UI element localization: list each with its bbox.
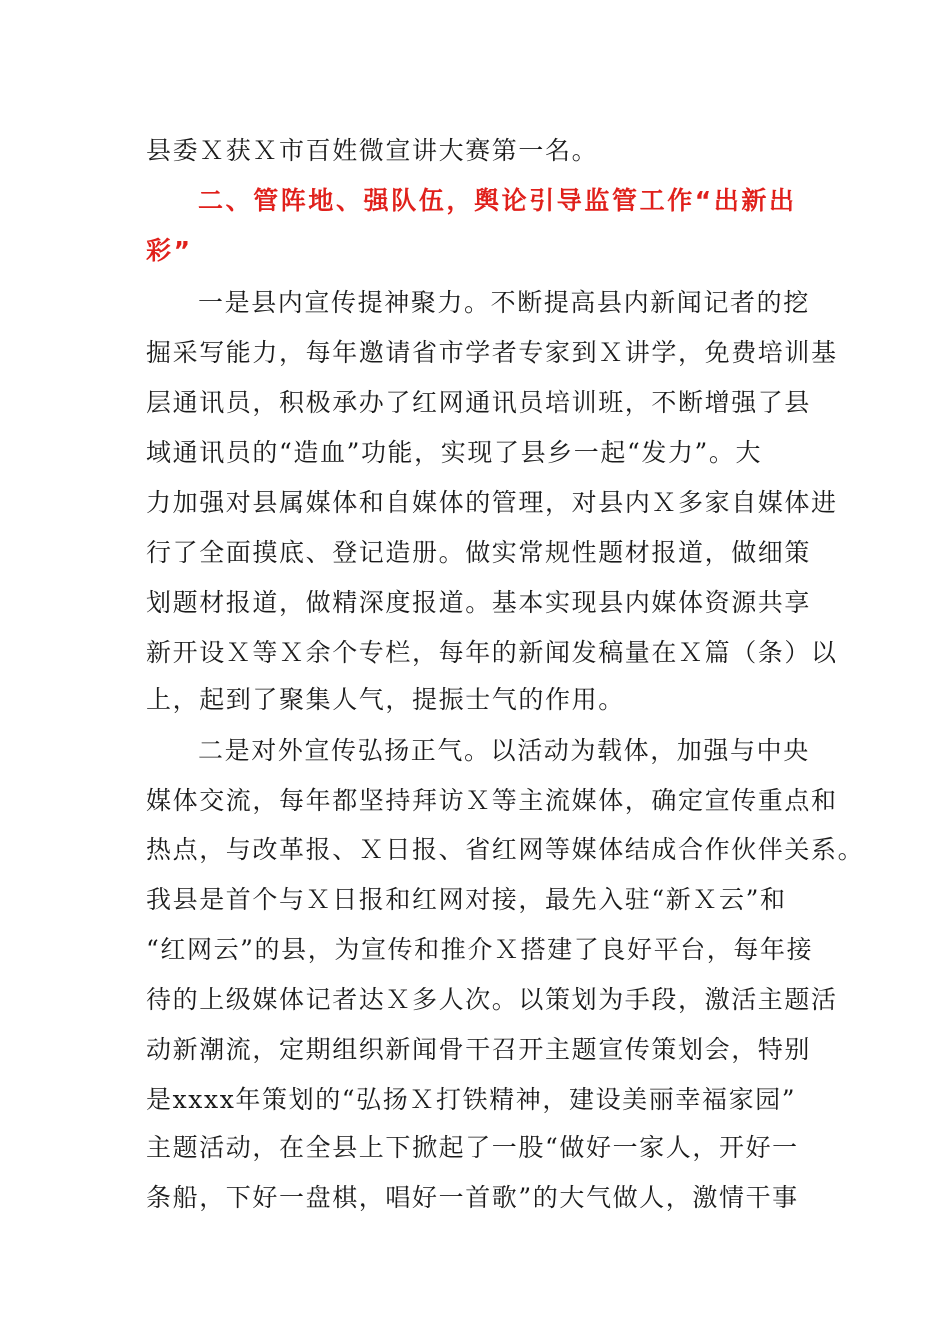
paragraph-line: 上，起到了聚集人气，提振士气的作用。 — [146, 685, 625, 714]
paragraph-line: 掘采写能力，每年邀请省市学者专家到Ｘ讲学，免费培训基 — [146, 338, 838, 367]
paragraph-line: “红网云”的县，为宣传和推介Ｘ搭建了良好平台，每年接 — [146, 935, 814, 964]
paragraph-line: 主题活动，在全县上下掀起了一股“做好一家人，开好一 — [146, 1133, 799, 1162]
paragraph-line: 行了全面摸底、登记造册。做实常规性题材报道，做细策 — [146, 538, 812, 567]
paragraph-line: 新开设Ｘ等Ｘ余个专栏，每年的新闻发稿量在Ｘ篇（条）以 — [146, 638, 838, 667]
section-heading: 二、管阵地、强队伍，舆论引导监管工作“出新出 — [198, 186, 797, 215]
paragraph-line: 一是县内宣传提神聚力。不断提高县内新闻记者的挖 — [198, 288, 810, 317]
paragraph-line: 热点，与改革报、Ｘ日报、省红网等媒体结成合作伙伴关系。 — [146, 835, 865, 864]
paragraph-line: 力加强对县属媒体和自媒体的管理，对县内Ｘ多家自媒体进 — [146, 488, 838, 517]
paragraph-line: 域通讯员的“造血”功能，实现了县乡一起“发力”。大 — [146, 438, 763, 467]
paragraph-line: 动新潮流，定期组织新闻骨干召开主题宣传策划会，特别 — [146, 1035, 812, 1064]
paragraph-line: 待的上级媒体记者达Ｘ多人次。以策划为手段，激活主题活 — [146, 985, 838, 1014]
paragraph-line: 媒体交流，每年都坚持拜访Ｘ等主流媒体，确定宣传重点和 — [146, 786, 838, 815]
paragraph-line: 是xxxx年策划的“弘扬Ｘ打铁精神，建设美丽幸福家园” — [146, 1085, 797, 1114]
paragraph-line: 县委Ｘ获Ｘ市百姓微宣讲大赛第一名。 — [146, 136, 599, 165]
paragraph-line: 划题材报道，做精深度报道。基本实现县内媒体资源共享 — [146, 588, 812, 617]
section-heading-continuation: 彩” — [146, 236, 193, 265]
paragraph-line: 我县是首个与Ｘ日报和红网对接，最先入驻“新Ｘ云”和 — [146, 885, 787, 914]
paragraph-line: 层通讯员，积极承办了红网通讯员培训班，不断增强了县 — [146, 388, 812, 417]
paragraph-line: 二是对外宣传弘扬正气。以活动为载体，加强与中央 — [198, 736, 810, 765]
paragraph-line: 条船，下好一盘棋，唱好一首歌”的大气做人，激情干事 — [146, 1183, 799, 1212]
